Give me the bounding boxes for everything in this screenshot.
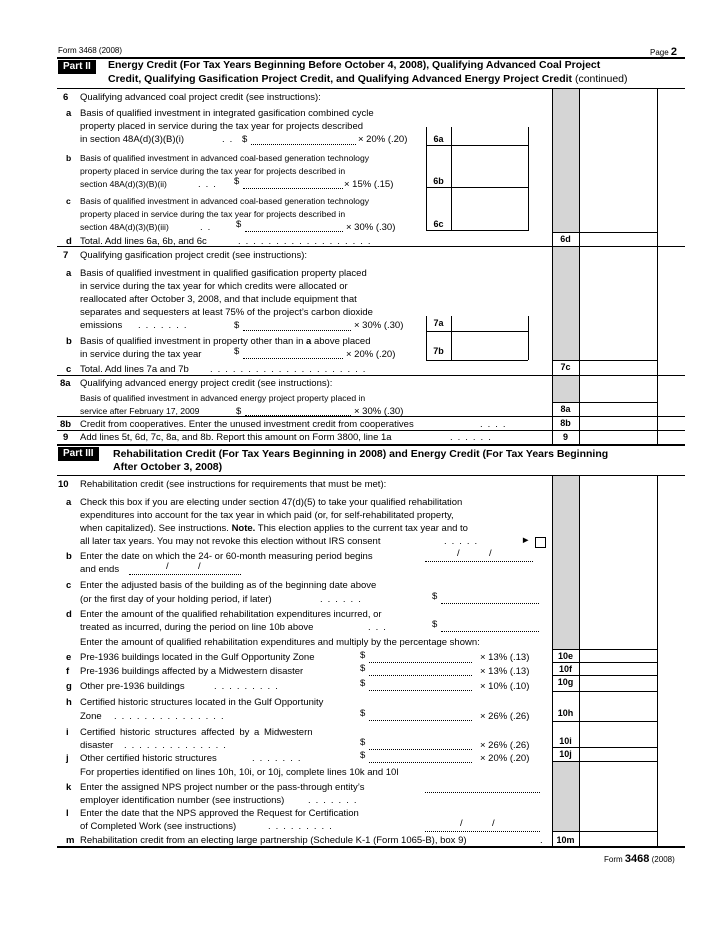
form-id: Form 3468 (2008)	[58, 46, 123, 55]
line6b-dollar: $	[234, 176, 240, 187]
line8b-box-label: 8b	[560, 418, 571, 428]
line8b-num: 8b	[60, 419, 72, 430]
line10l-letter: l	[66, 808, 69, 819]
line7b-text-2: in service during the tax year	[80, 349, 202, 360]
line10h-text-1: Certified historic structures located in the Gulf Opportunity	[80, 697, 324, 708]
line10i-text-2: disaster	[80, 740, 114, 751]
part2-title-2-text: Credit, Qualifying Gasification Project Credit, and Qualifying Advanced Energy Project Credit	[108, 73, 573, 85]
line10f-amount[interactable]	[580, 663, 657, 675]
line10a-text-2: expenditures into account for the tax year in which paid (or, for self-rehabilitated property,	[80, 510, 454, 521]
line9-amount[interactable]	[580, 431, 657, 444]
line8a-rate: × 30% (.30)	[354, 406, 404, 417]
line10j-letter: j	[66, 753, 69, 764]
line7-num: 7	[63, 250, 69, 261]
line10m-letter: m	[66, 835, 75, 846]
line10l-date-input[interactable]	[425, 821, 540, 832]
line7a-leader: .......	[138, 320, 192, 331]
line6-num: 6	[63, 92, 69, 103]
line10j-rate: × 20% (.20)	[480, 753, 530, 764]
line7a-text-5: emissions	[80, 320, 123, 331]
line10m-amount[interactable]	[580, 832, 657, 846]
line10f-dollar: $	[360, 663, 366, 674]
line9-text: Add lines 5t, 6d, 7c, 8a, and 8b. Report this amount on Form 3800, line 1a	[80, 432, 392, 443]
mid-col-6-3	[528, 127, 529, 231]
line10e-letter: e	[66, 652, 72, 663]
col-line-1	[552, 89, 553, 444]
line7b-amount[interactable]	[452, 332, 528, 360]
line6a-dollar: $	[242, 134, 248, 145]
line10a-leader: .....	[444, 536, 483, 547]
line10j-expenditure-input[interactable]	[369, 752, 472, 763]
mid-col-7-3	[528, 316, 529, 360]
line10c-dollar: $	[432, 591, 438, 602]
line10d-leader: ...	[368, 622, 391, 633]
part2-rule	[57, 88, 685, 89]
line10-mult-text: Enter the amount of qualified rehabilitation expenditures and multiply by the percentage shown:	[80, 637, 480, 648]
line7c-amount[interactable]	[580, 361, 657, 375]
line10f-expenditure-input[interactable]	[369, 665, 472, 676]
line8a-dollar: $	[236, 406, 242, 417]
line10k-text-1: Enter the assigned NPS project number or the pass-through entity’s	[80, 782, 365, 793]
line6a-letter: a	[66, 108, 72, 119]
rule-6c	[426, 230, 528, 231]
line7b-dollar: $	[234, 346, 240, 357]
line10i-dollar: $	[360, 737, 366, 748]
line6c-dollar: $	[236, 219, 242, 230]
line10a-text-3c: This election applies to the current tax year and to	[257, 523, 468, 534]
line10h-expenditure-input[interactable]	[369, 710, 472, 721]
line7-text: Qualifying gasification project credit (see instructions):	[80, 250, 308, 261]
line7a-rate: × 30% (.30)	[354, 320, 404, 331]
line10i-amount[interactable]	[580, 722, 657, 747]
line10a-text-3	[80, 523, 468, 534]
line6c-text-2: property placed in service during the tax year for projects described in	[80, 209, 346, 219]
line6b-amount[interactable]	[452, 146, 528, 187]
line7b-rate: × 20% (.20)	[346, 349, 396, 360]
line6a-amount[interactable]	[452, 128, 528, 145]
line7b-text-1c: above placed	[313, 336, 371, 347]
line10g-amount[interactable]	[580, 676, 657, 691]
line10d-expenditures-input[interactable]	[441, 621, 539, 632]
line7c-leader: .....................	[210, 364, 371, 375]
line10k-leader: .......	[308, 795, 362, 806]
line6a-leader: ..	[222, 134, 238, 145]
part2-badge: Part II	[58, 60, 96, 74]
line10g-letter: g	[66, 681, 72, 692]
line6b-leader: ...	[198, 179, 221, 190]
line6d-leader: ..................	[238, 236, 376, 247]
line6b-text-3: section 48A(d)(3)(B)(ii)	[80, 179, 167, 189]
line10a-letter: a	[66, 497, 72, 508]
line10f-letter: f	[66, 666, 70, 677]
part3-title-1: Rehabilitation Credit (For Tax Years Beginning in 2008) and Energy Credit (For Tax Years Beginning	[113, 448, 609, 460]
line10h-text-2: Zone	[80, 711, 102, 722]
line6a-box-label: 6a	[433, 134, 444, 144]
line10c-leader: ......	[320, 594, 366, 605]
line10-nps-note: For properties identified on lines 10h, 10i, or 10j, complete lines 10k and 10l	[80, 767, 399, 778]
line10h-rate: × 26% (.26)	[480, 711, 530, 722]
line6a-rate: × 20% (.20)	[358, 134, 408, 145]
line10g-rate: × 10% (.10)	[480, 681, 530, 692]
line8a-num: 8a	[60, 378, 71, 389]
part3-rule	[57, 475, 685, 476]
col-line-3	[657, 89, 658, 444]
line8a-text: Qualifying advanced energy project credit (see instructions):	[80, 378, 333, 389]
rule-6d	[57, 246, 685, 247]
line9-box-label: 9	[562, 432, 568, 442]
line7c-box-label: 7c	[560, 362, 571, 372]
line6b-box-label: 6b	[433, 176, 444, 186]
rule-7c	[57, 375, 685, 376]
line6c-amount[interactable]	[452, 188, 528, 230]
line10b-letter: b	[66, 551, 72, 562]
line10a-election-checkbox[interactable]	[535, 537, 546, 548]
line10e-amount[interactable]	[580, 650, 657, 662]
line7a-basis-input[interactable]	[243, 320, 351, 331]
line10a-text-3a: when capitalized). See instructions.	[80, 523, 229, 534]
part2-continued: (continued)	[574, 73, 628, 85]
line10l-text-2: of Completed Work (see instructions)	[80, 821, 237, 832]
footer-year: (2008)	[651, 855, 675, 864]
line7b-box-label: 7b	[433, 346, 444, 356]
line10d-letter: d	[66, 609, 72, 620]
line6-text: Qualifying advanced coal project credit (see instructions):	[80, 92, 321, 103]
line10b-end-slash-2: /	[198, 561, 201, 572]
line10f-text: Pre-1936 buildings affected by a Midwestern disaster	[80, 666, 304, 677]
col-line-p3-3	[657, 476, 658, 846]
line7a-box-label: 7a	[433, 318, 444, 328]
line10a-arrow: ►	[521, 535, 531, 546]
line7b-text-1b: a	[306, 336, 312, 347]
line10-num: 10	[58, 479, 69, 490]
line10m-text: Rehabilitation credit from an electing large partnership (Schedule K-1 (Form 1065-B), box 9)	[80, 835, 467, 846]
col-line-p3-1	[552, 476, 553, 846]
line10a-text-1: Check this box if you are electing under section 47(d)(5) to take your qualified rehabilitation	[80, 497, 463, 508]
shade-8	[552, 375, 579, 402]
line10l-slash-2: /	[492, 818, 495, 829]
line6c-leader: ..	[200, 222, 216, 233]
line7a-text-2: in service during the tax year for which credits were allocated or	[80, 281, 348, 292]
line10j-dollar: $	[360, 750, 366, 761]
rule-10j	[552, 761, 657, 762]
part2-title-1: Energy Credit (For Tax Years Beginning Before October 4, 2008), Qualifying Advanced Coal Project	[108, 59, 601, 71]
line6c-rate: × 30% (.30)	[346, 222, 396, 233]
line10a-note: Note.	[231, 523, 256, 534]
line10d-text-1: Enter the amount of the qualified rehabilitation expenditures incurred, or	[80, 609, 382, 620]
line10j-leader: .......	[252, 753, 306, 764]
line10i-box-label: 10i	[559, 736, 572, 746]
line6d-text: Total. Add lines 6a, 6b, and 6c	[80, 236, 207, 247]
footer-form	[604, 853, 675, 865]
line7a-letter: a	[66, 268, 72, 279]
line10d-dollar: $	[432, 619, 438, 630]
line10b-begin-slash-2: /	[489, 548, 492, 559]
part3-title-2: After October 3, 2008)	[113, 461, 223, 473]
line10i-rate: × 26% (.26)	[480, 740, 530, 751]
line10l-leader: .........	[268, 821, 337, 832]
line6d-box-label: 6d	[560, 234, 571, 244]
line7b-text-1a: Basis of qualified investment in property other than in	[80, 336, 304, 347]
line6d-amount[interactable]	[580, 233, 657, 246]
page-label-text: Page	[650, 48, 669, 57]
line6c-text-3: section 48A(d)(3)(B)(iii)	[80, 222, 169, 232]
line10m-box-label: 10m	[556, 835, 575, 845]
line10i-text-1: Certified historic structures affected by a Midwestern	[80, 727, 313, 738]
line10k-text-2: employer identification number (see instructions)	[80, 795, 285, 806]
line10j-box-label: 10j	[559, 749, 572, 759]
line10d-text-2: treated as incurred, during the period on line 10b above	[80, 622, 314, 633]
line6b-basis-input[interactable]	[243, 178, 343, 189]
line10c-text-2: (or the first day of your holding period, if later)	[80, 594, 272, 605]
line10i-letter: i	[66, 727, 69, 738]
line7b-letter: b	[66, 336, 72, 347]
line10h-amount[interactable]	[580, 692, 657, 721]
line6a-basis-input[interactable]	[251, 134, 356, 145]
line8a-basis-input[interactable]	[245, 405, 351, 416]
line6b-text-2: property placed in service during the tax year for projects described in	[80, 166, 346, 176]
line10e-text: Pre-1936 buildings located in the Gulf Opportunity Zone	[80, 652, 315, 663]
line10h-leader: ...............	[114, 711, 229, 722]
line10h-letter: h	[66, 697, 72, 708]
line9-leader: ......	[450, 432, 496, 443]
line7c-text: Total. Add lines 7a and 7b	[80, 364, 189, 375]
line6a-text-1: Basis of qualified investment in integrated gasification combined cycle	[80, 108, 374, 119]
line10e-dollar: $	[360, 650, 366, 661]
page-number: 2	[670, 46, 678, 58]
shade-10k	[552, 761, 579, 831]
line9-num: 9	[63, 432, 69, 443]
line10b-end-slash-1: /	[166, 561, 169, 572]
line6c-letter: c	[66, 196, 71, 206]
line10f-rate: × 13% (.13)	[480, 666, 530, 677]
line10b-text-1: Enter the date on which the 24- or 60-month measuring period begins	[80, 551, 373, 562]
rule-7b	[426, 360, 528, 361]
line10k-nps-number-input[interactable]	[425, 782, 540, 793]
line10g-expenditure-input[interactable]	[369, 680, 472, 691]
line10b-begin-date-input[interactable]	[425, 551, 533, 562]
line10h-dollar: $	[360, 708, 366, 719]
part2-title-2	[108, 73, 628, 85]
line6c-box-label: 6c	[433, 219, 444, 229]
shade-6	[552, 89, 579, 232]
line6b-rate: × 15% (.15)	[344, 179, 394, 190]
line10-text: Rehabilitation credit (see instructions for requirements that must be met):	[80, 479, 387, 490]
line10e-expenditure-input[interactable]	[369, 652, 472, 663]
line7a-amount[interactable]	[452, 317, 528, 331]
line10m-leader: .	[540, 835, 543, 846]
line7a-text-3: reallocated after October 3, 2008, and that include equipment that	[80, 294, 357, 305]
line10c-basis-input[interactable]	[441, 593, 539, 604]
line8b-amount[interactable]	[580, 417, 657, 430]
line8a-text-2: service after February 17, 2009	[80, 406, 200, 416]
col-line-2	[579, 89, 580, 444]
line10f-box-label: 10f	[558, 664, 572, 674]
line6b-text-1: Basis of qualified investment in advanced coal-based generation technology	[80, 153, 370, 163]
line10g-text: Other pre-1936 buildings	[80, 681, 185, 692]
line6c-basis-input[interactable]	[245, 221, 343, 232]
line6c-text-1: Basis of qualified investment in advanced coal-based generation technology	[80, 196, 370, 206]
footer-form-number: 3468	[624, 853, 650, 865]
line8a-box-label: 8a	[560, 404, 571, 414]
line10a-text-4: all later tax years. You may not revoke this election without IRS consent	[80, 536, 381, 547]
line8b-leader: ....	[480, 419, 511, 430]
line7a-text-1: Basis of qualified investment in qualified gasification property placed	[80, 268, 367, 279]
line7b-basis-input[interactable]	[243, 348, 343, 359]
line6a-text-2: property placed in service during the tax year for projects described	[80, 121, 364, 132]
line6d-letter: d	[66, 236, 72, 247]
line8b-text: Credit from cooperatives. Enter the unused investment credit from cooperatives	[80, 419, 414, 430]
line8a-amount[interactable]	[580, 403, 657, 416]
line6a-text-3: in section 48A(d)(3)(B)(i)	[80, 134, 184, 145]
line10l-slash-1: /	[460, 818, 463, 829]
line10l-text-1: Enter the date that the NPS approved the Request for Certification	[80, 808, 359, 819]
line10j-amount[interactable]	[580, 748, 657, 761]
line7a-dollar: $	[234, 320, 240, 331]
shade-7	[552, 246, 579, 360]
rule-9	[57, 444, 685, 446]
line10e-box-label: 10e	[557, 651, 574, 661]
line10g-box-label: 10g	[557, 677, 574, 687]
line8a-text-1: Basis of qualified investment in advanced energy project property placed in	[80, 393, 366, 403]
line10k-letter: k	[66, 782, 72, 793]
line7c-letter: c	[66, 364, 72, 375]
line10b-text-2: and ends	[80, 564, 120, 575]
line10e-rate: × 13% (.13)	[480, 652, 530, 663]
line7a-text-4: separates and sequesters at least 75% of the project’s carbon dioxide	[80, 307, 373, 318]
line10i-leader: ..............	[124, 740, 231, 751]
line10c-letter: c	[66, 580, 72, 591]
line6b-letter: b	[66, 153, 72, 163]
line7b-text-1	[80, 336, 371, 347]
footer-rule	[57, 846, 685, 848]
footer-form-word: Form	[604, 855, 623, 864]
line10g-dollar: $	[360, 678, 366, 689]
line10b-end-date-input[interactable]	[129, 564, 241, 575]
shade-10	[552, 476, 579, 649]
line10c-text-1: Enter the adjusted basis of the building as of the beginning date above	[80, 580, 377, 591]
line10i-expenditure-input[interactable]	[369, 739, 472, 750]
line10j-text: Other certified historic structures	[80, 753, 217, 764]
line10h-box-label: 10h	[557, 708, 574, 718]
line10g-leader: .........	[214, 681, 283, 692]
line10b-begin-slash-1: /	[457, 548, 460, 559]
part3-badge: Part III	[58, 447, 99, 461]
